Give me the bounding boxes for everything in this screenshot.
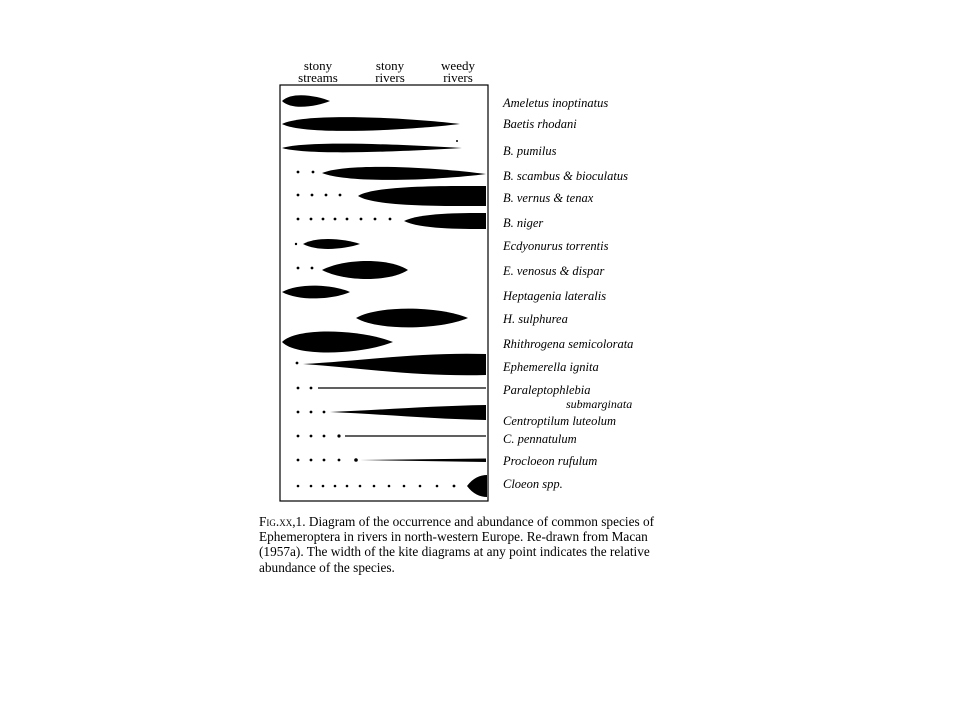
dot-marker (436, 485, 439, 488)
kite-shape (282, 331, 393, 352)
dot-marker (374, 218, 377, 221)
dot-marker (322, 218, 325, 221)
kite-shape (282, 95, 330, 107)
species-label: Rhithrogena semicolorata (503, 337, 634, 351)
kite-ecdyonurus-torrentis (295, 239, 360, 249)
dot-marker (323, 411, 326, 414)
kite-centroptilum-luteolum (297, 405, 486, 420)
dot-marker (297, 485, 300, 488)
dot-marker (323, 435, 326, 438)
dot-marker (419, 485, 422, 488)
species-label: Ameletus inoptinatus (503, 96, 609, 110)
kite-shape (358, 186, 486, 206)
species-label: B. pumilus (503, 144, 557, 158)
dot-marker (310, 387, 313, 390)
dot-marker (360, 218, 363, 221)
dot-marker (297, 459, 300, 462)
species-label: Ephemerella ignita (503, 360, 599, 374)
kite-shape (360, 459, 486, 463)
species-label: Ecdyonurus torrentis (503, 239, 609, 253)
dot-marker (297, 267, 300, 270)
kite-heptagenia-lateralis (282, 286, 350, 299)
kite-shape (356, 309, 468, 328)
dot-marker (338, 459, 341, 462)
dot-marker (297, 171, 300, 174)
dot-marker (334, 218, 337, 221)
dot-marker (354, 458, 358, 462)
kite-b-pumilus (282, 140, 462, 152)
kite-ameletus-inoptinatus (282, 95, 330, 107)
kite-b-vernus-tenax (297, 186, 486, 206)
species-label: B. scambus & bioculatus (503, 169, 628, 183)
species-label-continuation: submarginata (566, 397, 633, 411)
dot-marker (359, 485, 362, 488)
kite-cloeon-spp (297, 475, 487, 497)
dot-marker (297, 411, 300, 414)
habitat-header-line1: stony (375, 58, 405, 73)
habitat-header-line1: stony (303, 58, 333, 73)
figure-number: Fig.xx,1. (259, 514, 306, 529)
species-label: B. vernus & tenax (503, 191, 594, 205)
kite-shape (303, 354, 486, 376)
dot-marker (297, 194, 300, 197)
dot-marker (389, 218, 392, 221)
dot-marker (403, 485, 406, 488)
kite-b-scambus-bioculatus (297, 167, 486, 180)
species-label: Cloeon spp. (503, 477, 563, 491)
species-label: B. niger (503, 216, 544, 230)
kite-h-sulphurea (356, 309, 468, 328)
kite-shape (404, 213, 486, 229)
dot-marker (346, 485, 349, 488)
dot-marker (456, 140, 458, 142)
dot-marker (339, 194, 342, 197)
species-label: C. pennatulum (503, 432, 577, 446)
dot-marker (310, 485, 313, 488)
species-label: Heptagenia lateralis (503, 289, 607, 303)
dot-marker (297, 387, 300, 390)
dot-marker (296, 362, 299, 365)
kite-paraleptophlebia-submarginata (297, 387, 486, 390)
kite-ephemerella-ignita (296, 354, 486, 376)
kite-shape (322, 167, 486, 180)
habitat-header-line2: streams (298, 70, 338, 85)
dot-marker (297, 435, 300, 438)
figure-caption (259, 514, 683, 575)
dot-marker (311, 267, 314, 270)
dot-marker (295, 243, 297, 245)
kite-baetis-rhodani (282, 117, 460, 131)
dot-marker (325, 194, 328, 197)
species-label: Procloeon rufulum (503, 454, 598, 468)
species-label: E. venosus & dispar (503, 264, 605, 278)
dot-marker (311, 194, 314, 197)
dot-marker (323, 459, 326, 462)
kite-shape (330, 405, 486, 420)
kite-c-pennatulum (297, 434, 486, 437)
species-label: H. sulphurea (503, 312, 568, 326)
habitat-header-line2: rivers (375, 70, 405, 85)
dot-marker (310, 459, 313, 462)
dot-marker (312, 171, 315, 174)
dot-marker (346, 218, 349, 221)
dot-marker (373, 485, 376, 488)
dot-marker (310, 435, 313, 438)
species-label: Centroptilum luteolum (503, 414, 617, 428)
kite-shape (282, 286, 350, 299)
kite-b-niger (297, 213, 486, 229)
dot-marker (334, 485, 337, 488)
kite-rhithrogena-semicolorata (282, 331, 393, 352)
kite-procloeon-rufulum (297, 458, 486, 462)
habitat-header-line1: weedy (441, 58, 475, 73)
dot-marker (310, 411, 313, 414)
kite-shape (467, 475, 487, 497)
species-label: Paraleptophlebia (503, 383, 591, 397)
species-label: Baetis rhodani (503, 117, 577, 131)
kite-shape (282, 117, 460, 131)
kite-e-venosus-dispar (297, 261, 408, 279)
dot-marker (453, 485, 456, 488)
dot-marker (297, 218, 300, 221)
dot-marker (310, 218, 313, 221)
kite-shape (322, 261, 408, 279)
dot-marker (388, 485, 391, 488)
dot-marker (322, 485, 325, 488)
kite-shape (282, 144, 462, 153)
dot-marker (337, 434, 340, 437)
caption-text: Diagram of the occurrence and abundance of common species of Ephemeroptera in rivers in north-western Europe. Re-drawn from Macan (1957a). The width of the kite diagrams at any point indicates the relative abundance of the species. (259, 514, 655, 575)
habitat-header-line2: rivers (443, 70, 473, 85)
kite-shape (303, 239, 360, 249)
